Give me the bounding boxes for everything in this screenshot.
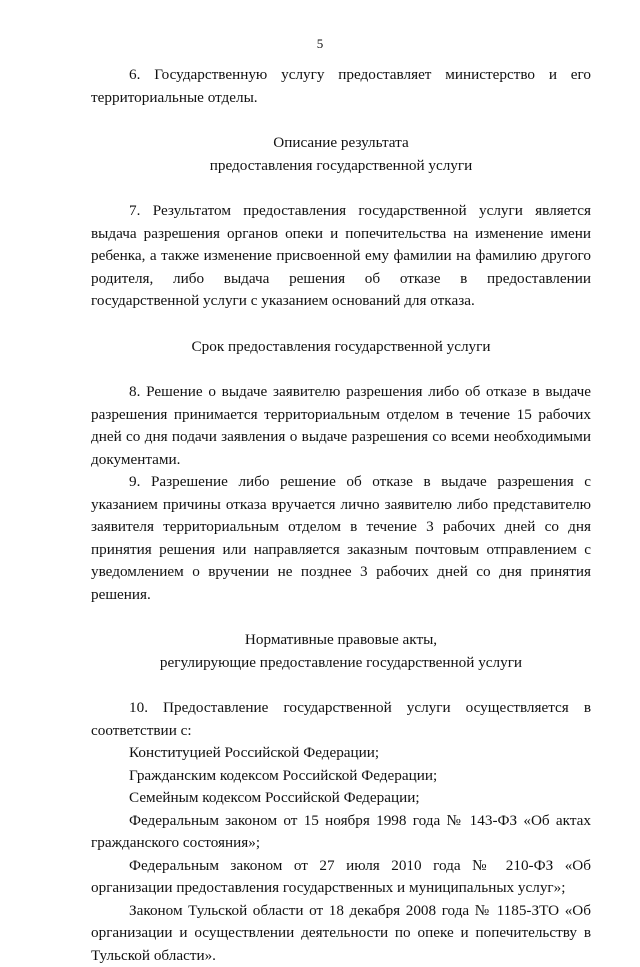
list-item-law-210: Федеральным законом от 27 июля 2010 года № 210-ФЗ «Об организации предоставления государственных и муниципальных услуг»;: [91, 855, 591, 900]
paragraph-6: 6. Государственную услугу предоставляет министерство и его территориальные отделы.: [91, 64, 591, 109]
heading-legal-acts-line-2: регулирующие предоставление государственной услуги: [91, 652, 591, 675]
spacer: [91, 358, 591, 381]
spacer: [91, 606, 591, 629]
heading-legal-acts-line-1: Нормативные правовые акты,: [91, 629, 591, 652]
paragraph-9: 9. Разрешение либо решение об отказе в выдаче разрешения с указанием причины отказа вручается лично заявителю либо представителю заявителя территориальным отделом в течение 3 рабочих дней со дня принятия решения или направляется заказным почтовым отправлением с уведомлением о вручении не позднее 3 рабочих дней со дня принятия решения.: [91, 471, 591, 606]
list-item-family-code: Семейным кодексом Российской Федерации;: [91, 787, 591, 810]
paragraph-10: 10. Предоставление государственной услуги осуществляется в соответствии с:: [91, 697, 591, 742]
spacer: [91, 674, 591, 697]
list-item-civil-code: Гражданским кодексом Российской Федерации;: [91, 765, 591, 788]
document-body: [91, 64, 591, 967]
paragraph-8: 8. Решение о выдаче заявителю разрешения либо об отказе в выдаче разрешения принимается территориальным отделом в течение 15 рабочих дней со дня подачи заявления о выдаче разрешения со всеми необходимыми документами.: [91, 381, 591, 471]
heading-result-line-1: Описание результата: [91, 132, 591, 155]
list-item-law-143: Федеральным законом от 15 ноября 1998 года № 143-ФЗ «Об актах гражданского состояния»;: [91, 810, 591, 855]
page-number: 5: [0, 36, 640, 52]
spacer: [91, 313, 591, 336]
paragraph-7: 7. Результатом предоставления государственной услуги является выдача разрешения органов опеки и попечительства на изменение имени ребенка, а также изменение присвоенной ему фамилии на фамилию другого родителя, либо выдача решения об отказе в предоставлении государственной услуги с указанием оснований для отказа.: [91, 200, 591, 313]
list-item-law-1185: Законом Тульской области от 18 декабря 2008 года № 1185-ЗТО «Об организации и осуществлении деятельности по опеке и попечительству в Тульской области».: [91, 900, 591, 967]
heading-term: Срок предоставления государственной услуги: [91, 336, 591, 359]
spacer: [91, 109, 591, 132]
list-item-constitution: Конституцией Российской Федерации;: [91, 742, 591, 765]
heading-result-line-2: предоставления государственной услуги: [91, 155, 591, 178]
spacer: [91, 177, 591, 200]
